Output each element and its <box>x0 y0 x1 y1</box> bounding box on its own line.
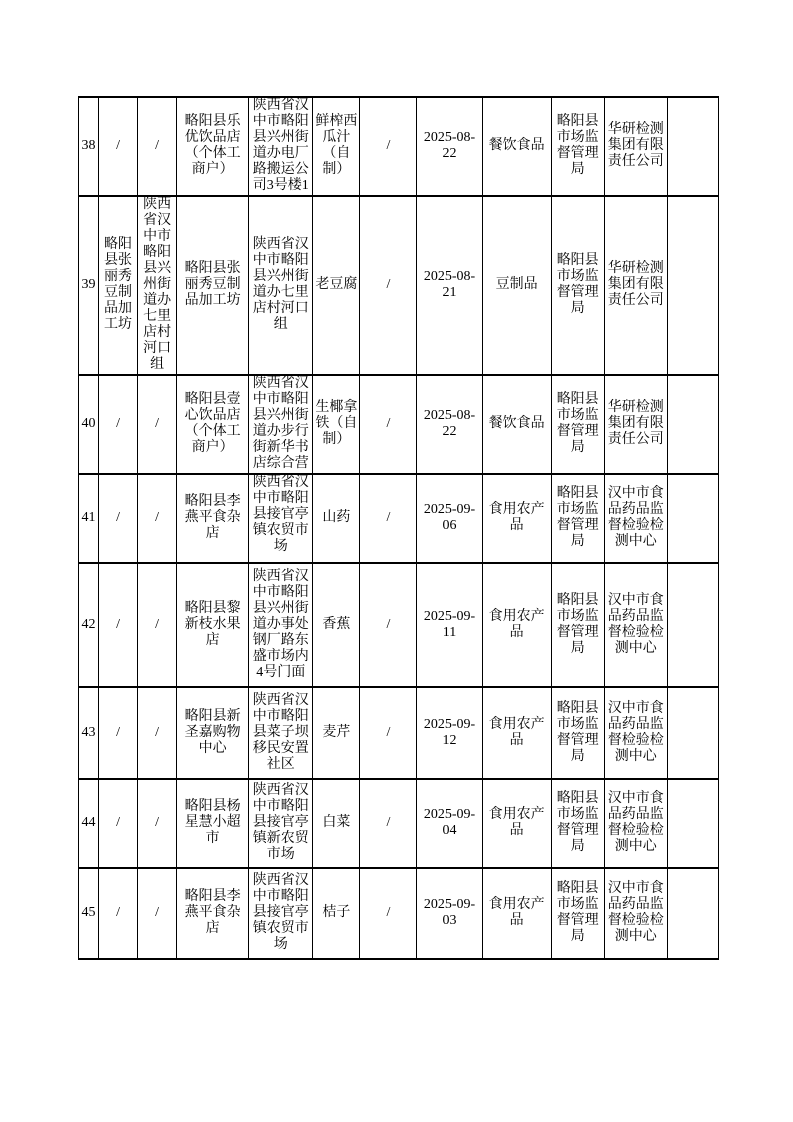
seq-cell: 39 <box>79 196 99 375</box>
table-row <box>79 779 719 868</box>
sample-name-cell: 鲜榨西瓜汁（自制） <box>313 97 360 196</box>
agency-cell: 略阳县市场监督管理局 <box>551 474 604 563</box>
lab-cell: 华研检测集团有限责任公司 <box>604 196 667 375</box>
vendor-address-cell: 陕西省汉中市略阳县接官亭镇新农贸市场 <box>249 779 313 868</box>
remark-cell <box>667 375 718 474</box>
lab-cell: 华研检测集团有限责任公司 <box>604 97 667 196</box>
table-row <box>79 196 719 375</box>
sampling-date-cell: 2025-09-06 <box>417 474 482 563</box>
remark-cell <box>667 868 718 959</box>
vendor-name-cell: 略阳县李燕平食杂店 <box>177 474 249 563</box>
producer-name-cell: / <box>99 868 138 959</box>
seq-cell: 38 <box>79 97 99 196</box>
spec-cell: / <box>360 687 417 779</box>
producer-address-cell: / <box>138 375 177 474</box>
lab-cell: 汉中市食品药品监督检验检测中心 <box>604 779 667 868</box>
producer-name-cell: / <box>99 375 138 474</box>
vendor-name-cell: 略阳县乐优饮品店（个体工商户） <box>177 97 249 196</box>
category-cell: 食用农产品 <box>482 687 551 779</box>
table-body <box>79 97 719 959</box>
vendor-address-cell: 陕西省汉中市略阳县菜子坝移民安置社区 <box>249 687 313 779</box>
table-row <box>79 474 719 563</box>
producer-address-cell: 陕西省汉中市略阳县兴州街道办七里店村河口组 <box>138 196 177 375</box>
spec-cell: / <box>360 779 417 868</box>
sampling-date-cell: 2025-09-03 <box>417 868 482 959</box>
sampling-date-cell: 2025-09-12 <box>417 687 482 779</box>
producer-address-cell: / <box>138 563 177 687</box>
spec-cell: / <box>360 474 417 563</box>
producer-address-cell: / <box>138 868 177 959</box>
table-row <box>79 563 719 687</box>
producer-address-cell: / <box>138 687 177 779</box>
agency-cell: 略阳县市场监督管理局 <box>551 687 604 779</box>
sampling-date-cell: 2025-08-22 <box>417 375 482 474</box>
sampling-date-cell: 2025-08-21 <box>417 196 482 375</box>
spec-cell: / <box>360 868 417 959</box>
vendor-address-cell: 陕西省汉中市略阳县接官亭镇农贸市场 <box>249 868 313 959</box>
sample-name-cell: 生椰拿铁（自制） <box>313 375 360 474</box>
agency-cell: 略阳县市场监督管理局 <box>551 375 604 474</box>
vendor-address-cell: 陕西省汉中市略阳县兴州街道办事处钢厂路东盛市场内4号门面 <box>249 563 313 687</box>
producer-name-cell: / <box>99 687 138 779</box>
seq-cell: 40 <box>79 375 99 474</box>
seq-cell: 44 <box>79 779 99 868</box>
producer-name-cell: / <box>99 563 138 687</box>
vendor-name-cell: 略阳县张丽秀豆制品加工坊 <box>177 196 249 375</box>
sample-name-cell: 麦芹 <box>313 687 360 779</box>
lab-cell: 汉中市食品药品监督检验检测中心 <box>604 563 667 687</box>
table-row <box>79 375 719 474</box>
sample-name-cell: 桔子 <box>313 868 360 959</box>
spec-cell: / <box>360 375 417 474</box>
remark-cell <box>667 779 718 868</box>
agency-cell: 略阳县市场监督管理局 <box>551 868 604 959</box>
vendor-name-cell: 略阳县李燕平食杂店 <box>177 868 249 959</box>
sample-name-cell: 山药 <box>313 474 360 563</box>
vendor-name-cell: 略阳县新圣嘉购物中心 <box>177 687 249 779</box>
seq-cell: 43 <box>79 687 99 779</box>
remark-cell <box>667 97 718 196</box>
producer-name-cell: / <box>99 779 138 868</box>
producer-name-cell: / <box>99 474 138 563</box>
remark-cell <box>667 474 718 563</box>
spec-cell: / <box>360 563 417 687</box>
remark-cell <box>667 687 718 779</box>
sampling-date-cell: 2025-08-22 <box>417 97 482 196</box>
remark-cell <box>667 196 718 375</box>
vendor-address-cell: 陕西省汉中市略阳县兴州街道办步行街新华书店综合营 <box>249 375 313 474</box>
category-cell: 食用农产品 <box>482 868 551 959</box>
lab-cell: 华研检测集团有限责任公司 <box>604 375 667 474</box>
seq-cell: 42 <box>79 563 99 687</box>
category-cell: 餐饮食品 <box>482 375 551 474</box>
lab-cell: 汉中市食品药品监督检验检测中心 <box>604 687 667 779</box>
sample-name-cell: 老豆腐 <box>313 196 360 375</box>
agency-cell: 略阳县市场监督管理局 <box>551 196 604 375</box>
table-row <box>79 687 719 779</box>
spec-cell: / <box>360 196 417 375</box>
category-cell: 豆制品 <box>482 196 551 375</box>
remark-cell <box>667 563 718 687</box>
seq-cell: 45 <box>79 868 99 959</box>
vendor-address-cell: 陕西省汉中市略阳县兴州街道办七里店村河口组 <box>249 196 313 375</box>
table-row <box>79 97 719 196</box>
sample-name-cell: 白菜 <box>313 779 360 868</box>
producer-address-cell: / <box>138 97 177 196</box>
vendor-name-cell: 略阳县杨星慧小超市 <box>177 779 249 868</box>
spec-cell: / <box>360 97 417 196</box>
vendor-name-cell: 略阳县壹心饮品店（个体工商户） <box>177 375 249 474</box>
sampling-record-table <box>78 96 719 960</box>
sampling-date-cell: 2025-09-04 <box>417 779 482 868</box>
producer-name-cell: / <box>99 97 138 196</box>
agency-cell: 略阳县市场监督管理局 <box>551 97 604 196</box>
producer-name-cell: 略阳县张丽秀豆制品加工坊 <box>99 196 138 375</box>
category-cell: 食用农产品 <box>482 779 551 868</box>
sampling-date-cell: 2025-09-11 <box>417 563 482 687</box>
table-row <box>79 868 719 959</box>
seq-cell: 41 <box>79 474 99 563</box>
lab-cell: 汉中市食品药品监督检验检测中心 <box>604 474 667 563</box>
vendor-address-cell: 陕西省汉中市略阳县兴州街道办电厂路搬运公司3号楼1 <box>249 97 313 196</box>
vendor-address-cell: 陕西省汉中市略阳县接官亭镇农贸市场 <box>249 474 313 563</box>
agency-cell: 略阳县市场监督管理局 <box>551 779 604 868</box>
producer-address-cell: / <box>138 474 177 563</box>
producer-address-cell: / <box>138 779 177 868</box>
agency-cell: 略阳县市场监督管理局 <box>551 563 604 687</box>
vendor-name-cell: 略阳县黎新枝水果店 <box>177 563 249 687</box>
lab-cell: 汉中市食品药品监督检验检测中心 <box>604 868 667 959</box>
category-cell: 食用农产品 <box>482 563 551 687</box>
sample-name-cell: 香蕉 <box>313 563 360 687</box>
category-cell: 餐饮食品 <box>482 97 551 196</box>
category-cell: 食用农产品 <box>482 474 551 563</box>
